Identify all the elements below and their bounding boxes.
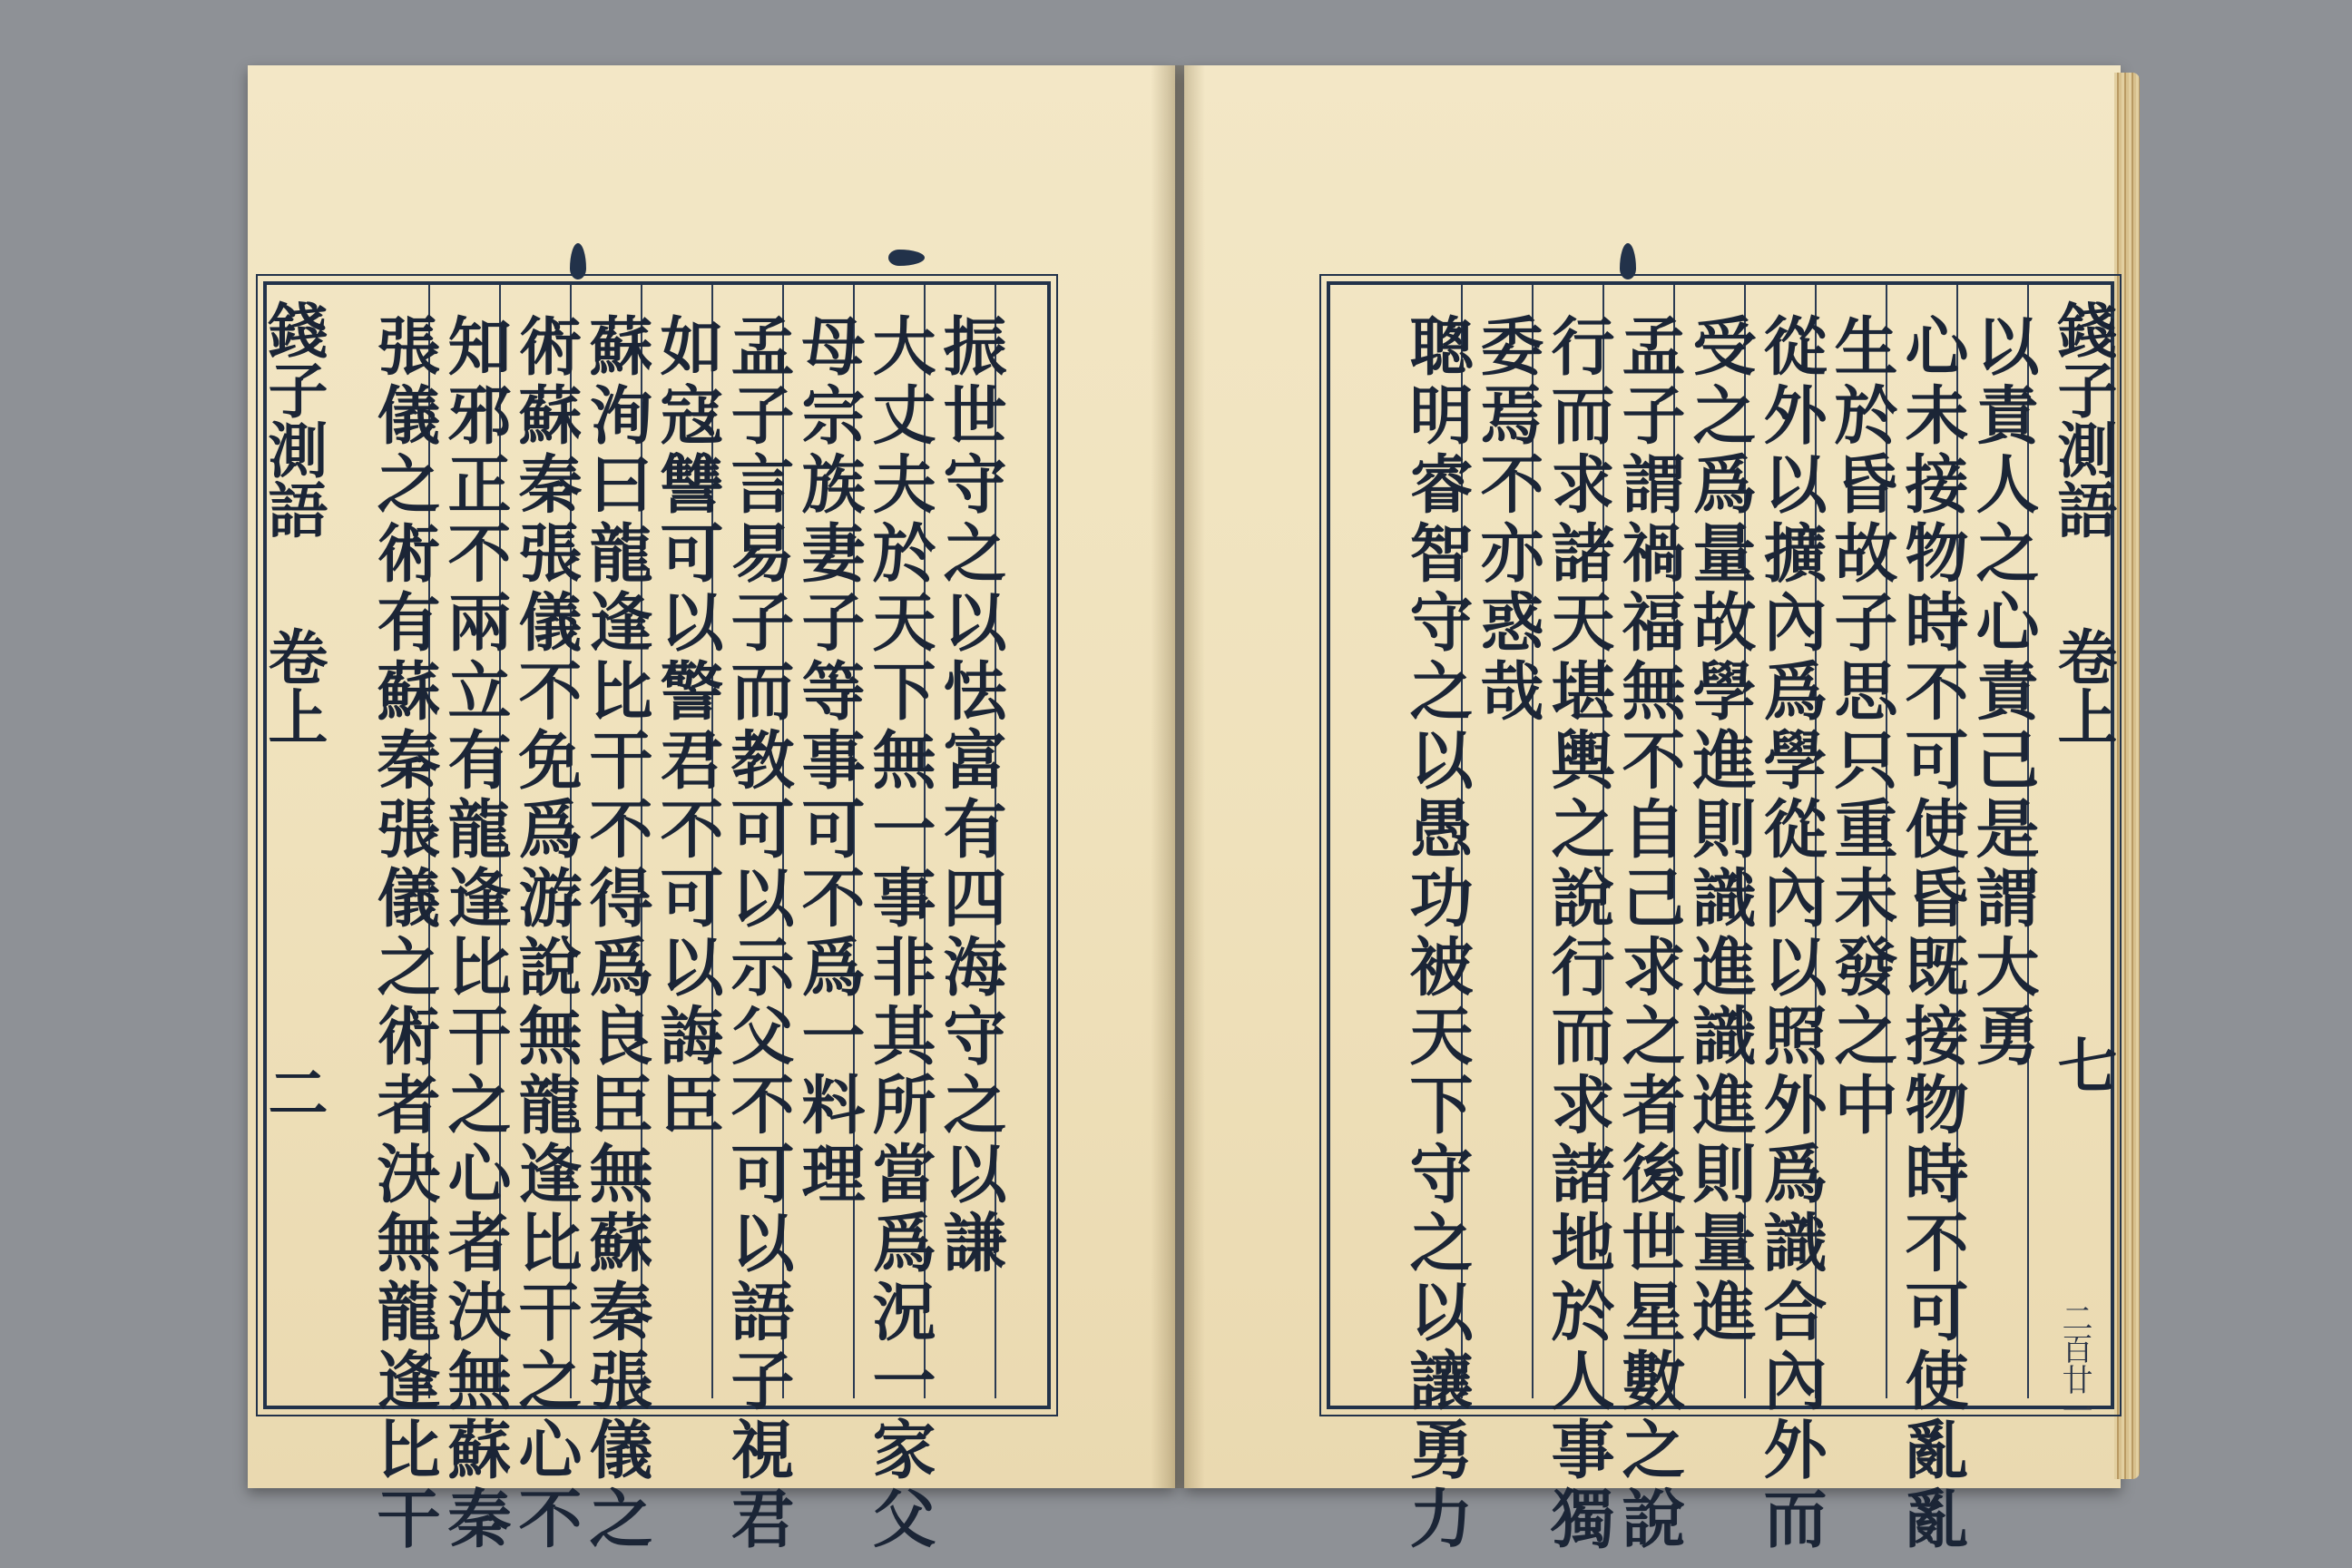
right-margin-volume: 卷上 bbox=[2047, 626, 2118, 746]
book-gutter bbox=[1151, 65, 1205, 1488]
right-column-8: 委焉不亦惑哉 bbox=[1470, 313, 1545, 727]
page-number: 二百廿一 bbox=[2056, 1302, 2092, 1426]
left-column-9: 張儀之術有蘇秦張儀之術者決無龍逢比干 bbox=[367, 313, 442, 1554]
left-column-5: 如寇讐可以警君不可以誨臣 bbox=[650, 313, 725, 1141]
left-column-4: 孟子言易子而教可以示父不可以語子視君 bbox=[720, 313, 796, 1554]
left-margin-folio: 二 bbox=[258, 1062, 328, 1122]
right-column-2: 心未接物時不可使昏既接物時不可使亂亂 bbox=[1895, 313, 1970, 1554]
left-margin-title: 錢子測語 bbox=[258, 299, 328, 539]
page-edges bbox=[2114, 73, 2140, 1479]
right-column-5: 受之爲量故學進則識進識進則量進 bbox=[1682, 313, 1758, 1348]
left-column-6: 蘇洵曰龍逢比干不得爲良臣無蘇秦張儀之 bbox=[579, 313, 654, 1554]
right-column-1: 以責人之心責己是謂大勇 bbox=[1965, 313, 2041, 1072]
left-margin-volume: 卷上 bbox=[258, 626, 328, 746]
right-column-7: 行而求諸天堪輿之說行而求諸地於人事獨 bbox=[1541, 313, 1616, 1554]
left-column-7: 術蘇秦張儀不免爲游說無龍逢比干之心不 bbox=[508, 313, 583, 1554]
left-column-8: 知邪正不兩立有龍逢比干之心者決無蘇秦 bbox=[437, 313, 513, 1554]
right-column-4: 從外以擴內爲學從內以照外爲識合內外而 bbox=[1753, 313, 1828, 1554]
right-column-9: 聰明睿智守之以愚功被天下守之以讓勇力 bbox=[1399, 313, 1475, 1554]
left-column-2: 大丈夫於天下無一事非其所當爲況一家父 bbox=[862, 313, 937, 1554]
left-column-1: 振世守之以怯富有四海守之以謙 bbox=[933, 313, 1008, 1279]
right-column-6: 孟子謂禍福無不自己求之者後世星數之說 bbox=[1612, 313, 1687, 1554]
right-margin-folio: 七 bbox=[2047, 1034, 2118, 1094]
right-column-3: 生於昏故子思只重未發之中 bbox=[1824, 313, 1899, 1141]
right-margin-title: 錢子測語 bbox=[2047, 299, 2118, 539]
left-column-3: 母宗族妻子等事可不爲一料理 bbox=[791, 313, 867, 1210]
